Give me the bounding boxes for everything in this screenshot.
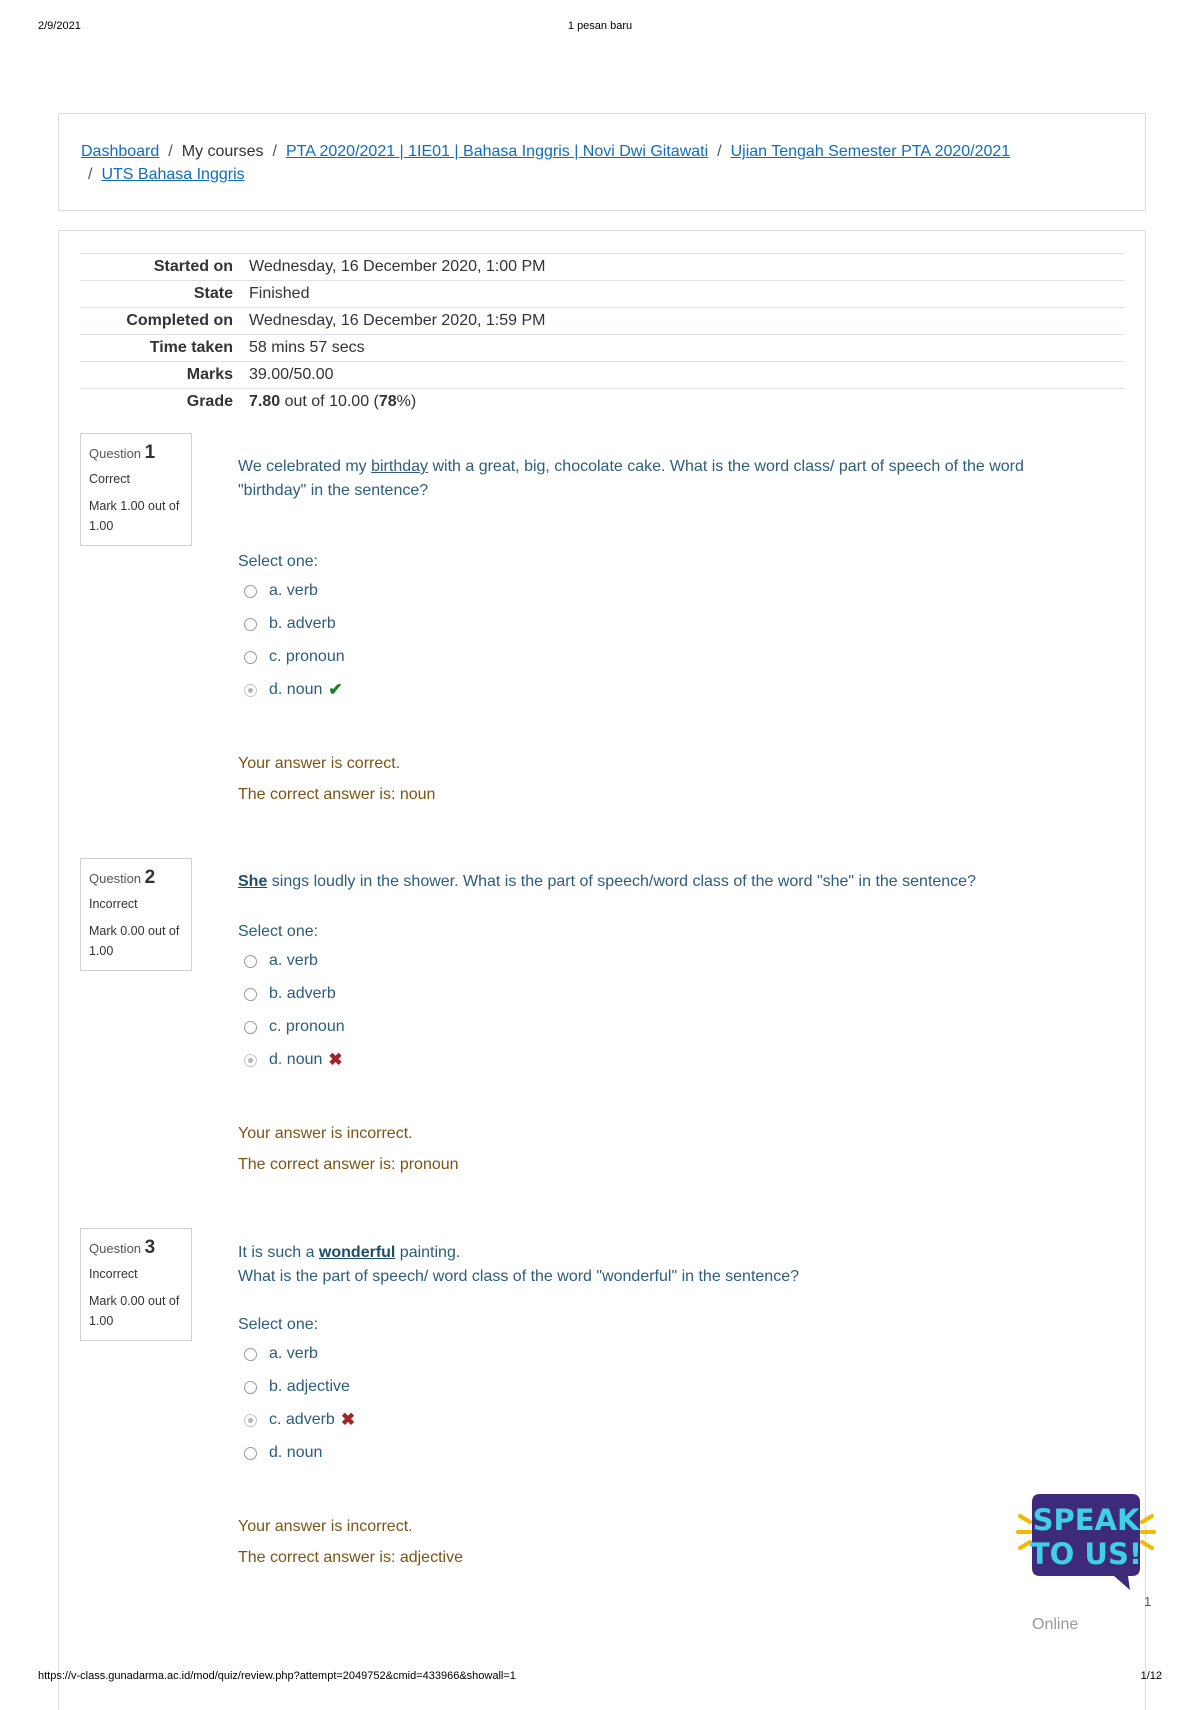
- question-number: [89, 867, 183, 889]
- question-2-info: [80, 858, 192, 971]
- breadcrumb-separator: /: [717, 143, 722, 160]
- option-label: c. pronoun: [269, 648, 345, 665]
- question-text-part: painting.: [395, 1244, 461, 1261]
- breadcrumb-separator: /: [168, 143, 173, 160]
- radio-button-selected[interactable]: [244, 1414, 257, 1427]
- breadcrumb-exam-section[interactable]: Ujian Tengah Semester PTA 2020/2021: [730, 143, 1011, 160]
- option-label: b. adverb: [269, 985, 336, 1002]
- option-label: c. adverb: [269, 1411, 335, 1428]
- question-3-feedback: Your answer is incorrect.: [238, 1518, 413, 1535]
- question-mark: Mark 1.00 out of 1.00: [89, 499, 180, 533]
- grade-end: %): [396, 393, 417, 410]
- question-1-option-c[interactable]: [244, 646, 345, 668]
- question-text-part: We celebrated my: [238, 458, 372, 475]
- question-number-value: 3: [144, 1237, 156, 1258]
- summary-label: Time taken: [80, 335, 249, 362]
- grade-score: 7.80: [249, 393, 281, 410]
- summary-row-completed: [80, 308, 1124, 335]
- question-1-text: [238, 455, 1058, 503]
- grade-percent: 78: [378, 393, 397, 410]
- option-label: b. adverb: [269, 615, 336, 632]
- summary-value: Finished: [249, 281, 1124, 308]
- summary-label: Completed on: [80, 308, 249, 335]
- option-label: b. adjective: [269, 1378, 350, 1395]
- question-2-text: [238, 870, 1058, 894]
- question-2-option-c[interactable]: [244, 1016, 345, 1038]
- question-state: Correct: [89, 472, 130, 486]
- summary-row-started: [80, 254, 1124, 281]
- option-label: c. pronoun: [269, 1018, 345, 1035]
- radio-button[interactable]: [244, 1021, 257, 1034]
- radio-button-selected[interactable]: [244, 684, 257, 697]
- summary-value: 39.00/50.00: [249, 362, 1124, 389]
- question-1-option-b[interactable]: [244, 613, 336, 635]
- question-2-feedback: Your answer is incorrect.: [238, 1125, 413, 1142]
- question-3-option-b[interactable]: [244, 1376, 350, 1398]
- option-label: a. verb: [269, 1345, 318, 1362]
- summary-value: [249, 389, 1124, 416]
- question-3-text: [238, 1241, 1058, 1289]
- question-number: [89, 1237, 183, 1259]
- print-url: https://v-class.gunadarma.ac.id/mod/quiz/review.php?attempt=2049752&cmid=433966&showall=1: [38, 1670, 516, 1682]
- question-3-option-d[interactable]: [244, 1442, 322, 1464]
- breadcrumb-dashboard[interactable]: Dashboard: [81, 143, 160, 160]
- breadcrumb-separator: /: [272, 143, 277, 160]
- quiz-review-panel: [58, 230, 1146, 1710]
- speak-line-2: TO US!: [1029, 1537, 1143, 1571]
- breadcrumb: [81, 140, 1121, 186]
- question-1-feedback: Your answer is correct.: [238, 755, 401, 772]
- radio-button[interactable]: [244, 618, 257, 631]
- question-3-info: [80, 1228, 192, 1341]
- question-number-value: 2: [144, 867, 156, 888]
- cross-icon: ✖: [328, 1050, 343, 1069]
- question-text-part: What is the part of speech/ word class of the word "wonderful" in the sentence?: [238, 1268, 799, 1285]
- question-keyword: birthday: [371, 458, 429, 475]
- question-text-part: with a great, big, chocolate cake. What is the word class/ part of speech of the word "birthday" in the sentence?: [238, 458, 1024, 499]
- breadcrumb-course[interactable]: PTA 2020/2021 | 1IE01 | Bahasa Inggris | Novi Dwi Gitawati: [285, 143, 709, 160]
- question-number-value: 1: [144, 442, 156, 463]
- question-2-option-d[interactable]: [244, 1049, 343, 1071]
- grade-out-of: out of 10.00 (: [280, 393, 379, 410]
- question-1-prompt: Select one:: [238, 553, 319, 570]
- summary-value: Wednesday, 16 December 2020, 1:00 PM: [249, 254, 1124, 281]
- breadcrumb-separator: /: [88, 166, 93, 183]
- online-status: Online: [1032, 1616, 1079, 1633]
- question-1-option-d[interactable]: [244, 679, 343, 701]
- speak-bubble-icon: [1016, 1488, 1156, 1594]
- summary-label: Started on: [80, 254, 249, 281]
- print-title: 1 pesan baru: [567, 20, 633, 32]
- summary-value: Wednesday, 16 December 2020, 1:59 PM: [249, 308, 1124, 335]
- question-number: [89, 442, 183, 464]
- radio-button[interactable]: [244, 988, 257, 1001]
- question-2-option-b[interactable]: [244, 983, 336, 1005]
- question-mark: Mark 0.00 out of 1.00: [89, 924, 180, 958]
- speak-to-us-chat-button[interactable]: [1016, 1488, 1156, 1594]
- radio-button[interactable]: [244, 1381, 257, 1394]
- question-1-option-a[interactable]: [244, 580, 318, 602]
- print-date: 2/9/2021: [38, 20, 81, 32]
- question-2-option-a[interactable]: [244, 950, 318, 972]
- option-label: d. noun: [269, 1051, 323, 1068]
- check-icon: ✔: [328, 680, 343, 699]
- summary-row-marks: [80, 362, 1124, 389]
- question-3-prompt: Select one:: [238, 1316, 319, 1333]
- question-label: Question: [89, 871, 142, 886]
- option-label: d. noun: [269, 681, 323, 698]
- option-label: d. noun: [269, 1444, 323, 1461]
- question-label: Question: [89, 1241, 142, 1256]
- question-3-correct-answer: The correct answer is: adjective: [238, 1549, 463, 1566]
- question-3-option-a[interactable]: [244, 1343, 318, 1365]
- summary-label: State: [80, 281, 249, 308]
- breadcrumb-container: [58, 113, 1146, 211]
- question-3-option-c[interactable]: [244, 1409, 355, 1431]
- question-2-correct-answer: The correct answer is: pronoun: [238, 1156, 459, 1173]
- question-1-correct-answer: The correct answer is: noun: [238, 786, 436, 803]
- question-1-info: [80, 433, 192, 546]
- question-state: Incorrect: [89, 1267, 138, 1281]
- attempt-summary-table: [80, 253, 1124, 415]
- radio-button[interactable]: [244, 1447, 257, 1460]
- summary-row-grade: [80, 389, 1124, 416]
- question-mark: Mark 0.00 out of 1.00: [89, 1294, 180, 1328]
- radio-button[interactable]: [244, 651, 257, 664]
- speak-line-1: SPEAK: [1032, 1503, 1140, 1537]
- summary-row-state: [80, 281, 1124, 308]
- breadcrumb-my-courses: My courses: [181, 143, 264, 160]
- radio-button[interactable]: [244, 1348, 257, 1361]
- question-2-prompt: Select one:: [238, 923, 319, 940]
- question-state: Incorrect: [89, 897, 138, 911]
- question-text-part: It is such a: [238, 1244, 319, 1261]
- option-label: a. verb: [269, 952, 318, 969]
- question-keyword: wonderful: [318, 1244, 396, 1261]
- radio-button[interactable]: [244, 585, 257, 598]
- breadcrumb-quiz[interactable]: UTS Bahasa Inggris: [101, 166, 245, 183]
- summary-label: Grade: [80, 389, 249, 416]
- summary-value: 58 mins 57 secs: [249, 335, 1124, 362]
- summary-row-time: [80, 335, 1124, 362]
- page-number: 1: [1144, 1594, 1152, 1609]
- radio-button[interactable]: [244, 955, 257, 968]
- question-label: Question: [89, 446, 142, 461]
- question-text-part: sings loudly in the shower. What is the part of speech/word class of the word "she" in the sentence?: [267, 873, 976, 890]
- print-page-count: 1/12: [1140, 1670, 1162, 1682]
- question-keyword: She: [238, 873, 268, 890]
- option-label: a. verb: [269, 582, 318, 599]
- summary-label: Marks: [80, 362, 249, 389]
- cross-icon: ✖: [340, 1410, 356, 1429]
- radio-button-selected[interactable]: [244, 1054, 257, 1067]
